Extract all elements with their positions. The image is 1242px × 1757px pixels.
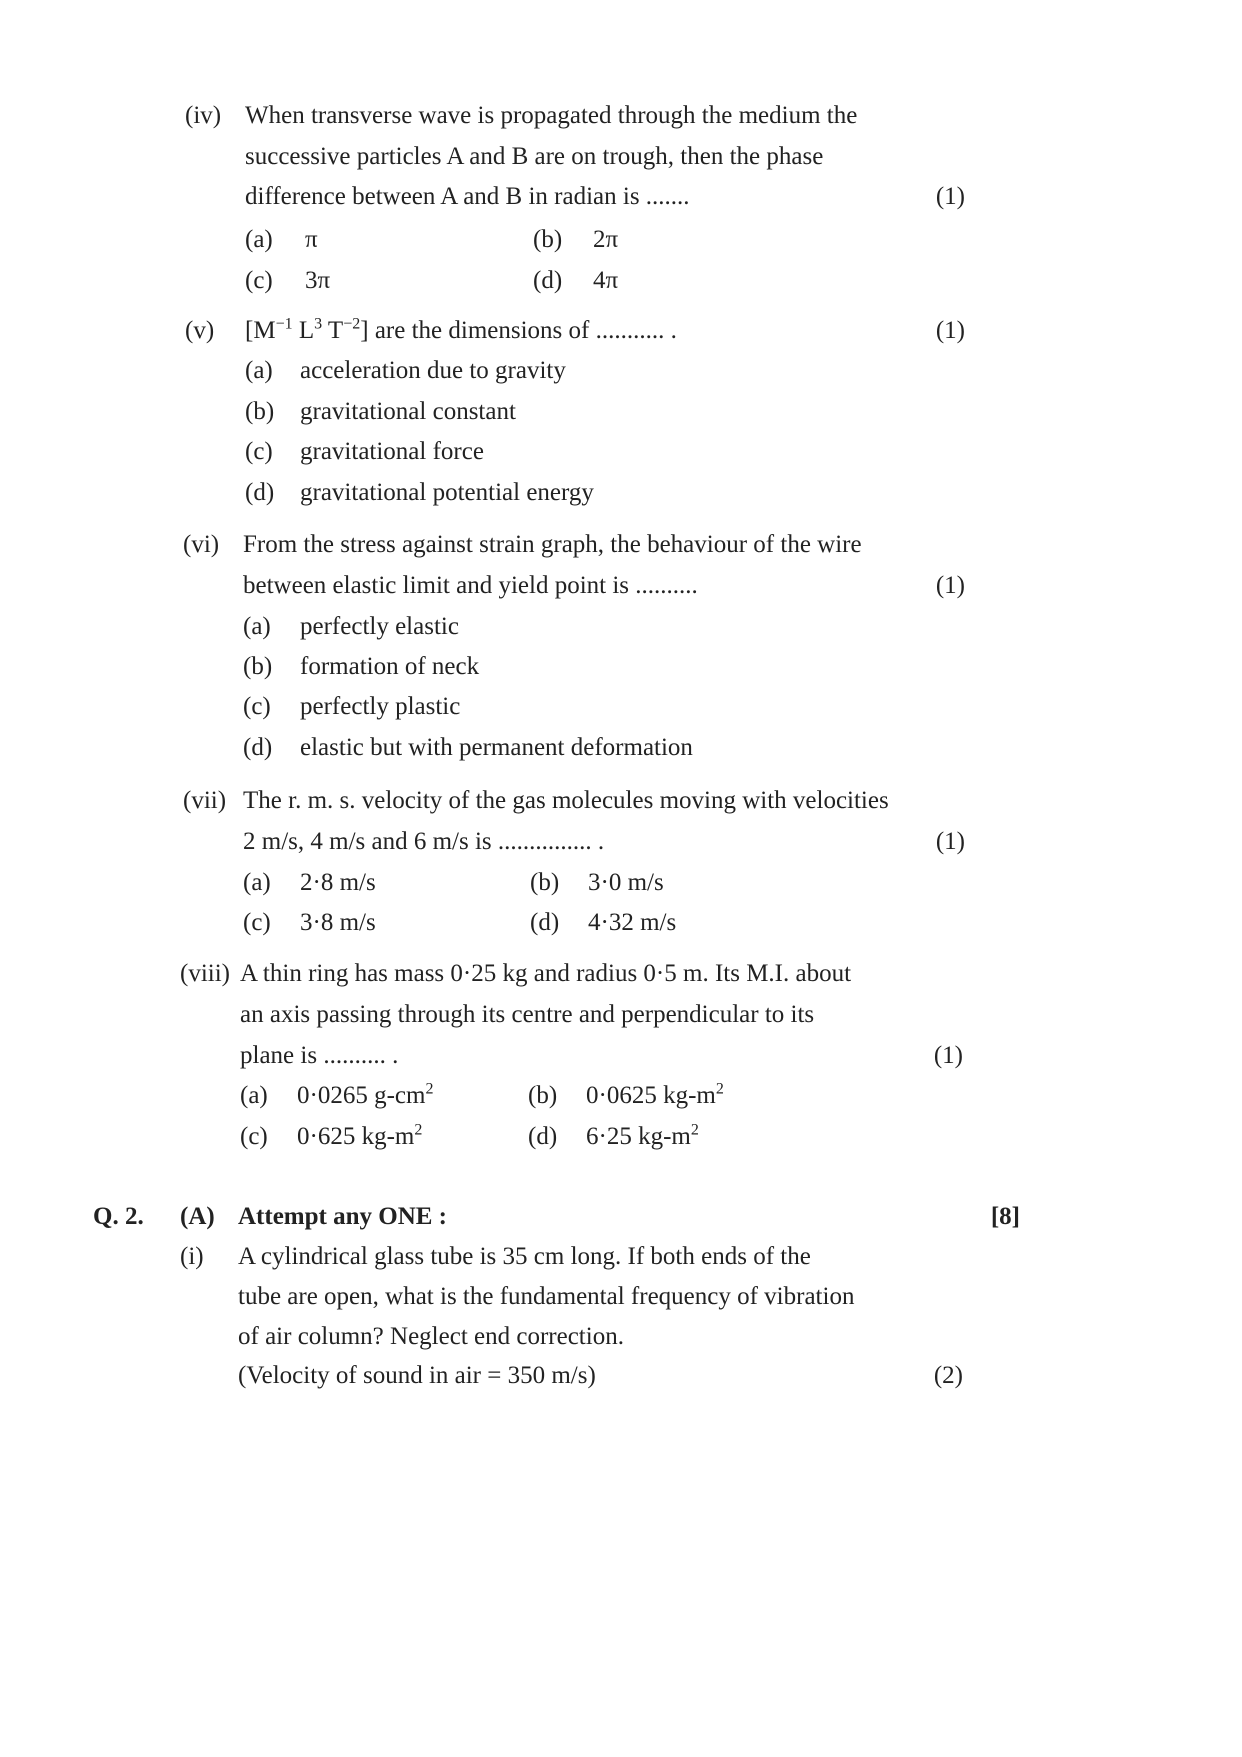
option-label: (a) (240, 1082, 268, 1109)
option-text: 3·0 m/s (588, 869, 664, 896)
section-title: Attempt any ONE : (238, 1203, 448, 1230)
option-text: gravitational constant (300, 398, 516, 425)
option-label: (b) (530, 869, 560, 896)
option-text: perfectly elastic (300, 613, 459, 640)
option-label: (d) (530, 909, 560, 936)
option-label: (b) (243, 653, 273, 680)
section-part: (A) (180, 1203, 215, 1230)
option-text: acceleration due to gravity (300, 357, 566, 384)
question-text-line: between elastic limit and yield point is .......... (243, 572, 698, 599)
question-number: (iv) (185, 102, 222, 129)
question-marks: (1) (935, 183, 965, 210)
option-label: (c) (240, 1123, 268, 1150)
option-text: 3·8 m/s (300, 909, 376, 936)
option-label: (b) (245, 398, 275, 425)
question-marks: (1) (935, 828, 965, 855)
option-text: 3π (305, 267, 331, 294)
question-text-line: of air column? Neglect end correction. (238, 1323, 624, 1350)
option-text: perfectly plastic (300, 693, 461, 720)
question-text-line: The r. m. s. velocity of the gas molecules moving with velocities (243, 787, 889, 814)
option-text: 0·0265 $g-cm^2$ (297, 1080, 434, 1109)
question-marks: (1) (935, 572, 965, 599)
question-text-line: A thin ring has mass 0·25 kg and radius 0·5 m. Its M.I. about (240, 960, 852, 987)
option-label: (c) (243, 909, 271, 936)
dimension-formula: [$M^{-1}$ $L^3$ $T^{-2}$] are the dimensions of ........... . (245, 315, 677, 344)
option-text: 2·8 m/s (300, 869, 376, 896)
option-text: 6·25 $kg-m^2$ (586, 1121, 699, 1150)
option-label: (c) (245, 267, 273, 294)
question-number: (i) (180, 1243, 204, 1270)
question-text-line: an axis passing through its centre and perpendicular to its (240, 1001, 815, 1028)
option-label: (b) (528, 1082, 558, 1109)
option-text: 2π (593, 226, 619, 253)
option-label: (a) (243, 613, 271, 640)
option-text: gravitational force (300, 438, 484, 465)
option-text: 4π (593, 267, 619, 294)
question-text-line: 2 m/s, 4 m/s and 6 m/s is ............... . (243, 828, 605, 855)
question-text-line: When transverse wave is propagated through the medium the (245, 102, 858, 129)
option-text: 0·0625 $kg-m^2$ (586, 1080, 724, 1109)
option-text: gravitational potential energy (300, 479, 594, 506)
option-label: (a) (245, 226, 273, 253)
option-label: (a) (243, 869, 271, 896)
question-number: (vi) (183, 531, 220, 558)
option-label: (d) (528, 1123, 558, 1150)
option-text: π (305, 226, 318, 253)
question-text-line: From the stress against strain graph, the behaviour of the wire (243, 531, 862, 558)
question-text-line: plane is .......... . (240, 1042, 399, 1069)
question-text-line: successive particles A and B are on trough, then the phase (245, 143, 824, 170)
question-number: (v) (185, 317, 215, 344)
question-marks: (2) (933, 1362, 963, 1389)
option-text: 0·625 $kg-m^2$ (297, 1121, 423, 1150)
section-marks: [8] (990, 1203, 1020, 1230)
option-label: (a) (245, 357, 273, 384)
option-label: (d) (243, 734, 273, 761)
question-marks: (1) (933, 1042, 963, 1069)
option-label: (c) (243, 693, 271, 720)
question-text-line: (Velocity of sound in air = 350 m/s) (238, 1362, 596, 1389)
question-number: (vii) (183, 787, 227, 814)
option-label: (d) (245, 479, 275, 506)
option-text: elastic but with permanent deformation (300, 734, 693, 761)
section-number: Q. 2. (93, 1203, 144, 1230)
question-text-line: difference between A and B in radian is ....... (245, 183, 690, 210)
question-marks: (1) (935, 317, 965, 344)
option-text: formation of neck (300, 653, 480, 680)
option-label: (d) (533, 267, 563, 294)
question-text-line: tube are open, what is the fundamental frequency of vibration (238, 1283, 855, 1310)
option-text: 4·32 m/s (588, 909, 677, 936)
option-label: (b) (533, 226, 563, 253)
question-number: (viii) (180, 960, 230, 987)
question-text-line: A cylindrical glass tube is 35 cm long. If both ends of the (238, 1243, 811, 1270)
option-label: (c) (245, 438, 273, 465)
